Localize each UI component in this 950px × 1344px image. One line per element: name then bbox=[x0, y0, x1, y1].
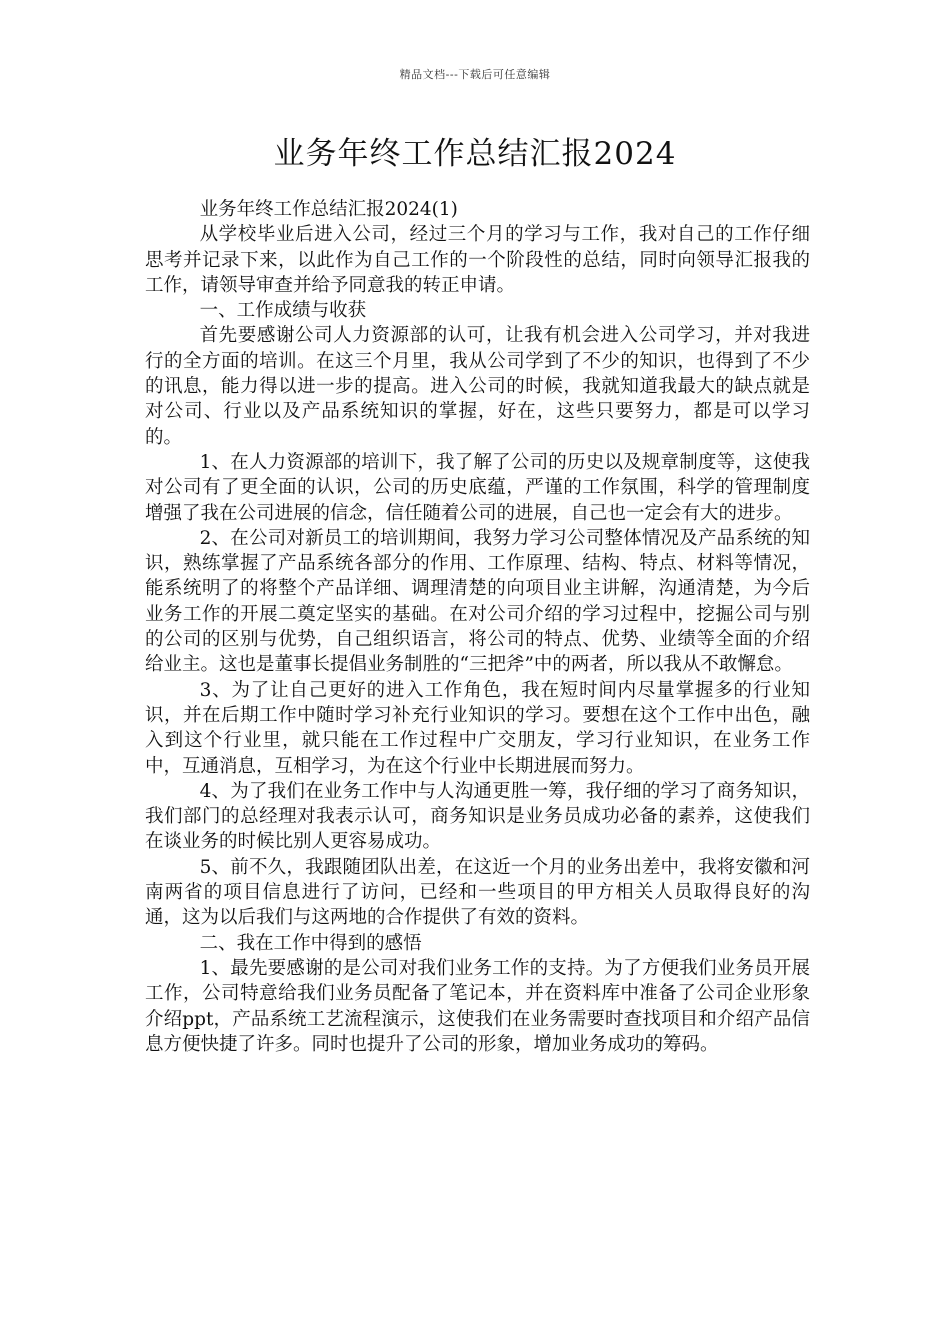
document-title: 业务年终工作总结汇报2024 bbox=[273, 136, 677, 172]
header-note: 精品文档---下载后可任意编辑 bbox=[399, 68, 551, 81]
paragraph-intro: 从学校毕业后进入公司，经过三个月的学习与工作，我对自己的工作仔细思考并记录下来，以此作为自己工作的一个阶段性的总结，同时向领导汇报我的工作，请领导审查并给予同意我的转正申请。 bbox=[145, 224, 810, 296]
paragraph-item-4: 4、为了我们在业务工作中与人沟通更胜一筹，我仔细的学习了商务知识，我们部门的总经理对我表示认可，商务知识是业务员成功必备的素养，这使我们在谈业务的时候比别人更容易成功。 bbox=[145, 780, 810, 853]
paragraph-item-5: 5、前不久，我跟随团队出差，在这近一个月的业务出差中，我将安徽和河南两省的项目信息进行了访问，已经和一些项目的甲方相关人员取得良好的沟通，这为以后我们与这两地的合作提供了有效的资料。 bbox=[145, 856, 810, 929]
subtitle-line: 业务年终工作总结汇报2024(1) bbox=[199, 199, 458, 220]
section-heading-1: 一、工作成绩与收获 bbox=[199, 300, 367, 322]
paragraph-item-1: 1、在人力资源部的培训下，我了解了公司的历史以及规章制度等，这使我对公司有了更全面的认识，公司的历史底蕴，严谨的工作氛围，科学的管理制度增强了我在公司进展的信念，信任随着公司的进展，自己也一定会有大的进步。 bbox=[145, 451, 810, 524]
section-heading-2: 二、我在工作中得到的感悟 bbox=[199, 932, 422, 954]
paragraph-thanks: 首先要感谢公司人力资源部的认可，让我有机会进入公司学习，并对我进行的全方面的培训。在这三个月里，我从公司学到了不少的知识，也得到了不少的讯息，能力得以进一步的提高。进入公司的时候，我就知道我最大的缺点就是对公司、行业以及产品系统知识的掌握，好在，这些只要努力，都是可以学习的。 bbox=[145, 325, 810, 448]
paragraph-insight-1: 1、最先要感谢的是公司对我们业务工作的支持。为了方便我们业务员开展工作，公司特意给我们业务员配备了笔记本，并在资料库中准备了公司企业形象介绍ppt，产品系统工艺流程演示，这使我们在业务需要时查找项目和介绍产品信息方便快捷了许多。同时也提升了公司的形象，增加业务成功的筹码。 bbox=[145, 957, 810, 1055]
document-body bbox=[145, 197, 810, 1057]
paragraph-item-2: 2、在公司对新员工的培训期间，我努力学习公司整体情况及产品系统的知识，熟练掌握了产品系统各部分的作用、工作原理、结构、特点、材料等情况，能系统明了的将整个产品详细、调理清楚的向项目业主讲解，沟通清楚，为今后业务工作的开展二奠定坚实的基础。在对公司介绍的学习过程中，挖掘公司与别的公司的区别与优势，自己组织语言，将公司的特点、优势、业绩等全面的介绍给业主。这也是董事长提倡业务制胜的“三把斧”中的两者，所以我从不敢懈怠。 bbox=[145, 527, 810, 676]
paragraph-item-3: 3、为了让自己更好的进入工作角色，我在短时间内尽量掌握多的行业知识，并在后期工作中随时学习补充行业知识的学习。要想在这个工作中出色，融入到这个行业里，就只能在工作过程中广交朋友，学习行业知识，在业务工作中，互通消息，互相学习，为在这个行业中长期进展而努力。 bbox=[145, 679, 810, 777]
